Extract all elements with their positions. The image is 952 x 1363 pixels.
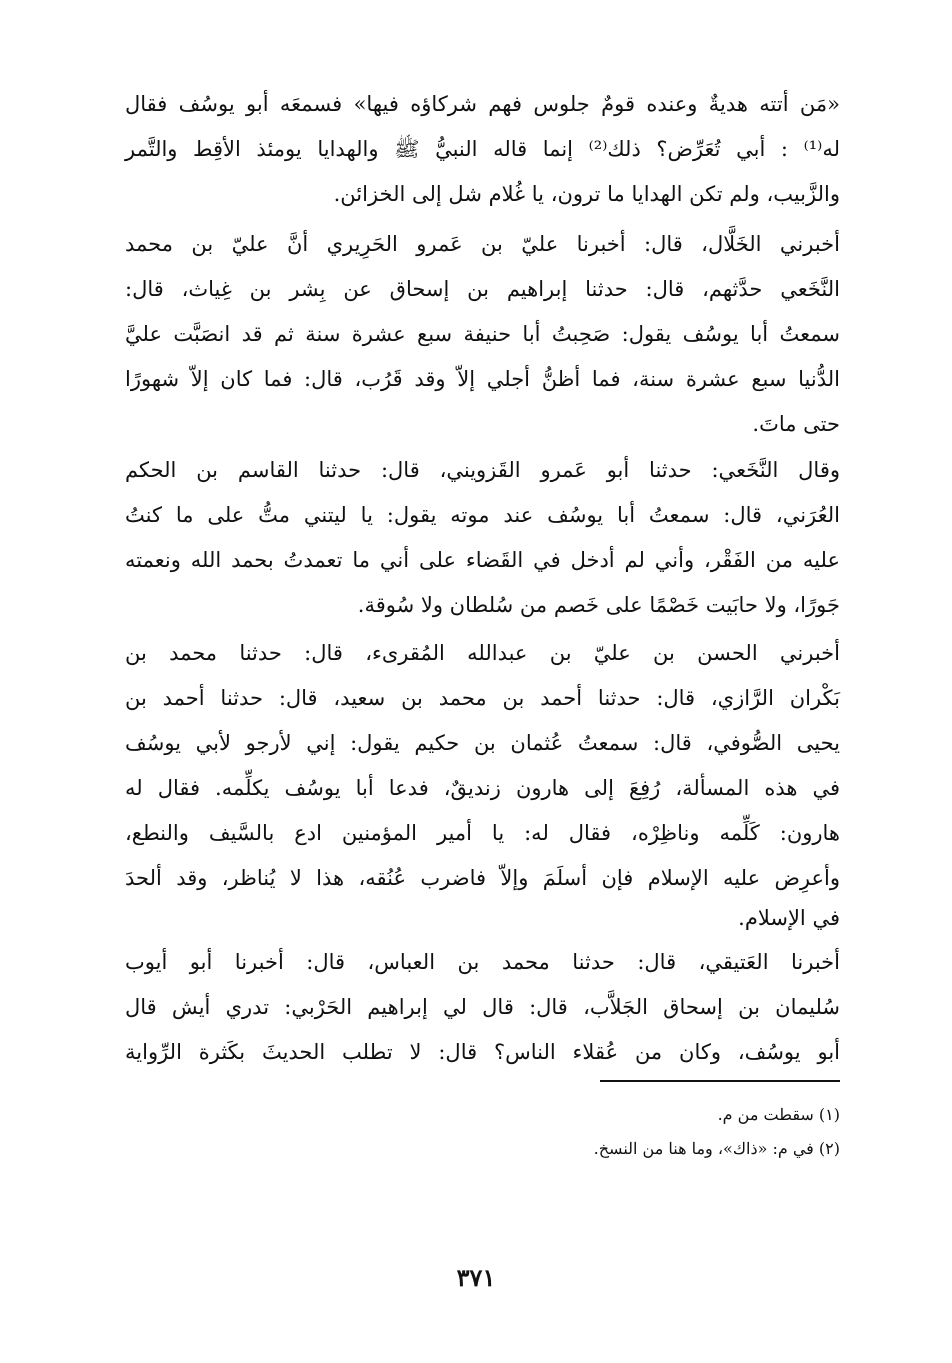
text-line: سمعتُ أبا يوسُف يقول: صَحِبتُ أبا حنيفة سبع عشرة سنة ثم قد انصَبَّت عليَّ — [125, 322, 840, 346]
text-line: عليه من الفَقْر، وأني لم أدخل في القَضاء على أني ما تعمدتُ بحمد الله ونعمته — [125, 548, 840, 572]
footnote: (٢) في م: «ذاك»، وما هنا من النسخ. — [593, 1139, 840, 1158]
text-line: أخبرني الخَلَّال، قال: أخبرنا عليّ بن عَمرو الحَرِيري أنَّ عليّ بن محمد — [125, 232, 840, 256]
text-line: العُرَني، قال: سمعتُ أبا يوسُف عند موته يقول: يا ليتني متُّ على ما كنتُ — [125, 503, 840, 527]
text-line: أبو يوسُف، وكان من عُقلاء الناس؟ قال: لا تطلب الحديثَ بكَثرة الرِّواية — [125, 1040, 840, 1064]
text-line: وأعرِض عليه الإسلام فإن أسلَمَ وإلاّ فاضرب عُنُقه، هذا لا يُناظر، وقد ألحدَ — [125, 866, 840, 890]
text-line: النَّخَعي حدَّثهم، قال: حدثنا إبراهيم بن إسحاق عن بِشر بن غِياث، قال: — [125, 277, 840, 301]
text-line: له⁽¹⁾ : أبي تُعَرِّض؟ ذلك⁽²⁾ إنما قاله النبيُّ ﷺ والهدايا يومئذ الأقِط والتَّمر — [125, 137, 840, 161]
text-line: أخبرنا العَتيقي، قال: حدثنا محمد بن العباس، قال: أخبرنا أبو أيوب — [125, 950, 840, 974]
text-line: هارون: كَلِّمه وناظِرْه، فقال له: يا أمير المؤمنين ادع بالسَّيف والنطع، — [125, 821, 840, 845]
footnote-separator — [600, 1080, 840, 1082]
text-line: والزَّبيب، ولم تكن الهدايا ما ترون، يا غُلام شل إلى الخزائن. — [333, 182, 840, 206]
text-line: سُليمان بن إسحاق الجَلاَّب، قال: قال لي إبراهيم الحَرْبي: تدري أيش قال — [125, 995, 840, 1019]
footnote: (١) سقطت من م. — [717, 1105, 840, 1124]
text-line: أخبرني الحسن بن عليّ بن عبدالله المُقرىء، قال: حدثنا محمد بن — [125, 641, 840, 665]
text-line: حتى ماتَ. — [752, 412, 840, 436]
text-line: وقال النَّخَعي: حدثنا أبو عَمرو القَزويني، قال: حدثنا القاسم بن الحكم — [125, 458, 840, 482]
text-line: في الإسلام. — [738, 906, 840, 930]
text-line: الدُّنيا سبع عشرة سنة، فما أظنُّ أجلي إلاّ وقد قَرُب، قال: فما كان إلاّ شهورًا — [125, 367, 840, 391]
text-line: «مَن أتته هديةٌ وعنده قومٌ جلوس فهم شركاؤه فيها» فسمعَه أبو يوسُف فقال — [125, 92, 840, 116]
text-line: جَورًا، ولا حابَيت خَصْمًا على خَصم من سُلطان ولا سُوقة. — [357, 593, 840, 617]
text-line: بَكْران الرَّازي، قال: حدثنا أحمد بن محمد بن سعيد، قال: حدثنا أحمد بن — [125, 686, 840, 710]
page-number: ٣٧١ — [456, 1263, 496, 1292]
text-line: يحيى الصُّوفي، قال: سمعتُ عُثمان بن حكيم يقول: إني لأرجو لأبي يوسُف — [125, 731, 840, 755]
text-line: في هذه المسألة، رُفِعَ إلى هارون زنديقٌ، فدعا أبا يوسُف يكلِّمه. فقال له — [125, 776, 840, 800]
